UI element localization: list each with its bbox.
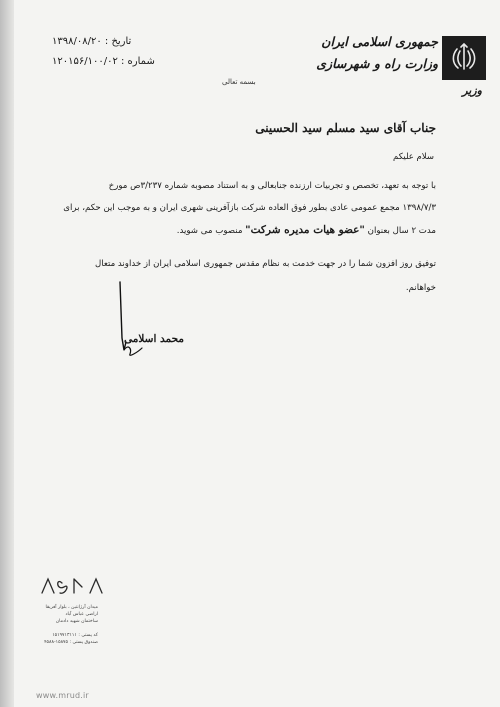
closing-line-1: توفیق روز افزون شما را در جهت خدمت به نظام مقدس جمهوری اسلامی ایران از خداوند متعال xyxy=(94,259,436,269)
office-label: وزیر xyxy=(462,84,482,97)
website-link[interactable]: www.mrud.ir xyxy=(36,691,89,700)
iran-emblem-icon xyxy=(442,36,486,80)
greeting: سلام علیکم xyxy=(393,152,434,162)
basmala: بسمه تعالی xyxy=(222,78,256,86)
body-line-3-end: منصوب می شوید. xyxy=(176,226,246,236)
body-line-3 xyxy=(177,224,436,237)
address-line-3: ساختمان شهید دادمان xyxy=(55,618,98,624)
scan-edge-shadow xyxy=(0,0,14,707)
address-line-1: میدان آرژانتین ، بلوار آفریقا xyxy=(45,605,98,610)
letter-date: تاریخ : ۱۳۹۸/۰۸/۲۰ xyxy=(52,36,132,47)
signatory-name: محمد اسلامی xyxy=(124,333,184,345)
body-line-3-start: مدت ۲ سال بعنوان xyxy=(364,226,436,236)
closing-line-2: خواهانم. xyxy=(405,283,436,293)
ministry-title: وزارت راه و شهرسازی xyxy=(316,56,438,71)
republic-title: جمهوری اسلامی ایران xyxy=(321,34,438,49)
handwritten-number xyxy=(38,573,108,599)
body-line-1: با توجه به تعهد، تخصص و تجربیات ارزنده جنابعالی و به استناد مصوبه شماره ۳/۲۳۷ص مورخ xyxy=(108,181,436,191)
addressee: جناب آقای سید مسلم سید الحسینی xyxy=(255,121,436,135)
po-box: صندوق پستی : ۱۵۸۷۵-۴۵۸۸ xyxy=(44,640,98,646)
appointment-title: "عضو هیات مدیره شرکت" xyxy=(245,224,365,236)
signature-scribble xyxy=(108,278,158,368)
address-footer xyxy=(14,605,106,689)
address-line-2: اراضی عباس آباد xyxy=(65,611,98,617)
letter-number: شماره : ۱۲۰۱۵۶/۱۰۰/۰۲ xyxy=(52,56,155,67)
postal-code: کد پستی : ۱۵۱۹۷۱۳۱۱۱ xyxy=(52,633,98,639)
body-line-2: ۱۳۹۸/۷/۳ مجمع عمومی عادی بطور فوق العاده شرکت بازآفرینی شهری ایران و به موجب این حکم، برای xyxy=(63,203,436,213)
